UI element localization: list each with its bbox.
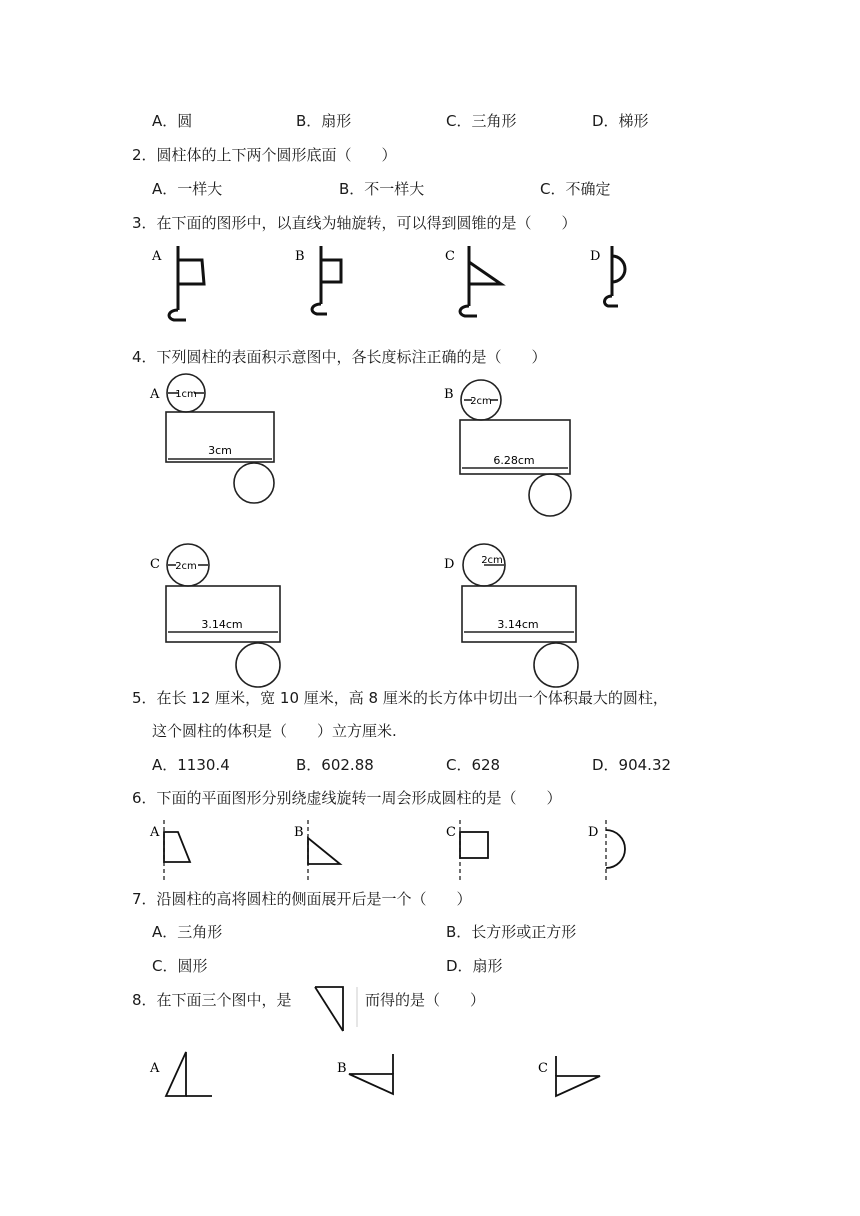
q5-stem-line2: 这个圆柱的体积是（ ）立方厘米. [152,722,397,740]
q5-option-b: B．602.88 [296,756,374,774]
q8-figure-c [538,1048,610,1102]
q8-stem-part2: 而得的是（ ） [365,991,486,1009]
q6-figure-a [150,818,210,882]
q2-option-b: B．不一样大 [339,180,425,198]
q4-figure-b [444,380,584,522]
q4-a-circle-label: 1cm [175,389,197,400]
q2-option-a: A．一样大 [152,180,223,198]
q4-d-circle-label: 2cm [481,555,503,566]
q6-figure-b [294,818,354,882]
q4-label-d: D [444,557,455,572]
q8-label-c: C [538,1061,548,1076]
q7-stem: 7．沿圆柱的高将圆柱的侧面展开后是一个（ ） [132,890,472,908]
q8-figure-a [150,1048,222,1102]
q6-label-b: B [294,825,304,840]
q3-figure-d [588,240,658,330]
q7-option-b: B．长方形或正方形 [446,923,577,941]
q7-option-a: A．三角形 [152,923,223,941]
q3-label-a: A [152,249,162,264]
q4-b-circle-label: 2cm [470,396,492,407]
q2-option-c: C．不确定 [540,180,611,198]
q3-figure-a [150,240,220,330]
q8-label-a: A [150,1061,160,1076]
q6-figure-d [588,818,648,882]
q5-stem-line1: 5．在长 12 厘米，宽 10 厘米，高 8 厘米的长方体中切出一个体积最大的圆柱， [132,689,668,707]
q1-option-b: B．扇形 [296,112,352,130]
q6-label-c: C [446,825,456,840]
q3-label-d: D [590,249,601,264]
q4-b-rect-label: 6.28cm [493,454,535,467]
q4-c-circle-label: 2cm [175,561,197,572]
q8-figure-b [337,1048,409,1102]
q3-figure-c [443,240,513,330]
q4-figure-c [150,544,290,690]
q4-stem: 4．下列圆柱的表面积示意图中，各长度标注正确的是（ ） [132,348,547,366]
q2-stem: 2．圆柱体的上下两个圆形底面（ ） [132,146,397,164]
q5-option-c: C．628 [446,756,501,774]
q8-stem-part1: 8．在下面三个图中，是 [132,991,292,1009]
q6-label-d: D [588,825,599,840]
q4-label-c: C [150,557,160,572]
q1-option-c: C．三角形 [446,112,517,130]
q1-option-d: D．梯形 [592,112,649,130]
q8-label-b: B [337,1061,347,1076]
q4-figure-a [150,374,290,514]
q4-label-b: B [444,387,454,402]
q4-d-rect-label: 3.14cm [497,618,539,631]
q3-label-b: B [295,249,305,264]
q5-option-a: A．1130.4 [152,756,230,774]
q5-option-d: D．904.32 [592,756,672,774]
q6-label-a: A [150,825,160,840]
q7-option-d: D．扇形 [446,957,503,975]
q3-figure-b [293,240,363,330]
q4-label-a: A [150,387,160,402]
q6-stem: 6．下面的平面图形分别绕虚线旋转一周会形成圆柱的是（ ） [132,789,562,807]
q4-figure-d [444,544,584,690]
q7-option-c: C．圆形 [152,957,208,975]
q6-figure-c [446,818,506,882]
q4-c-rect-label: 3.14cm [201,618,243,631]
q3-stem: 3．在下面的图形中，以直线为轴旋转，可以得到圆锥的是（ ） [132,214,577,232]
q1-option-a: A．圆 [152,112,193,130]
q3-label-c: C [445,249,455,264]
q8-inline-figure [311,983,361,1035]
q4-a-rect-label: 3cm [208,444,232,457]
